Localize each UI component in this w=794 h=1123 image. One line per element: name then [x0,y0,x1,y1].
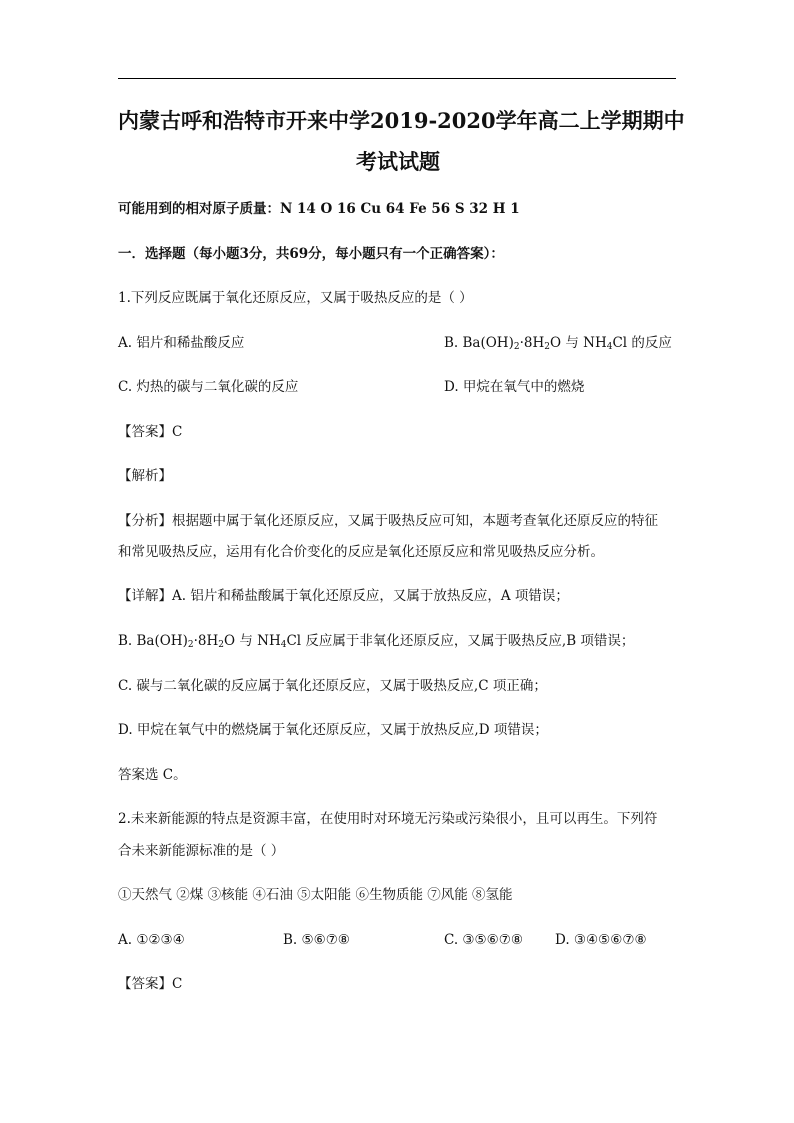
question-1-option-a: A. 铝片和稀盐酸反应 [118,335,245,351]
question-1-option-c: C. 灼热的碳与二氧化碳的反应 [118,379,299,395]
question-1-option-d: D. 甲烷在氧气中的燃烧 [444,379,585,395]
question-2-option-d: D. ③④⑤⑥⑦⑧ [555,932,647,948]
question-1-analysis-line-1: 【分析】根据题中属于氧化还原反应，又属于吸热反应可知，本题考查氧化还原反应的特征 [118,513,658,529]
question-1-answer: 【答案】C [118,424,183,440]
question-1-option-b: B. $Ba(OH)_2\cdot 8H_2O$ 与 $NH_4Cl$ 的反应 [444,335,672,352]
question-1-detail-a: 【详解】A. 铝片和稀盐酸属于氧化还原反应，又属于放热反应，A 项错误； [118,588,569,604]
header-rule [118,78,676,79]
question-2-option-c: C. ③⑤⑥⑦⑧ [444,932,523,948]
question-2-stem-line-1: 2.未来新能源的特点是资源丰富，在使用时对环境无污染或污染很小，且可以再生。下列符 [118,811,658,827]
question-1-detail-d: D. 甲烷在氧气中的燃烧属于氧化还原反应，又属于放热反应,D 项错误； [118,722,548,738]
question-1-analysis-line-2: 和常见吸热反应，运用有化合价变化的反应是氧化还原反应和常见吸热反应分析。 [118,544,604,560]
question-1-detail-c: C. 碳与二氧化碳的反应属于氧化还原反应，又属于吸热反应,C 项正确； [118,678,547,694]
document-title-line-1: 内蒙古呼和浩特市开来中学2019-2020学年高二上学期期中 [118,108,685,133]
atomic-masses: 可能用到的相对原子质量：N 14 O 16 Cu 64 Fe 56 S 32 H 1 [118,201,520,217]
question-2-items: ①天然气 ②煤 ③核能 ④石油 ⑤太阳能 ⑥生物质能 ⑦风能 ⑧氢能 [118,887,513,903]
question-2-stem-line-2: 合未来新能源标准的是（ ） [118,843,285,859]
document-title-line-2: 考试试题 [356,149,440,174]
question-2-option-a: A. ①②③④ [118,932,185,948]
section-heading: 一．选择题（每小题3分，共69分，每小题只有一个正确答案）： [118,246,504,262]
question-2-answer: 【答案】C [118,976,183,992]
question-1-detail-b: B. $Ba(OH)_2\cdot 8H_2O$ 与 $NH_4Cl$ 反应属于非氧化还原反应，又属于吸热反应,B 项错误； [118,633,635,650]
question-1-conclusion: 答案选 C。 [118,767,187,783]
question-1-analysis-label: 【解析】 [118,468,172,484]
question-2-option-b: B. ⑤⑥⑦⑧ [283,932,350,948]
question-1-stem: 1.下列反应既属于氧化还原反应，又属于吸热反应的是（ ） [118,290,473,306]
